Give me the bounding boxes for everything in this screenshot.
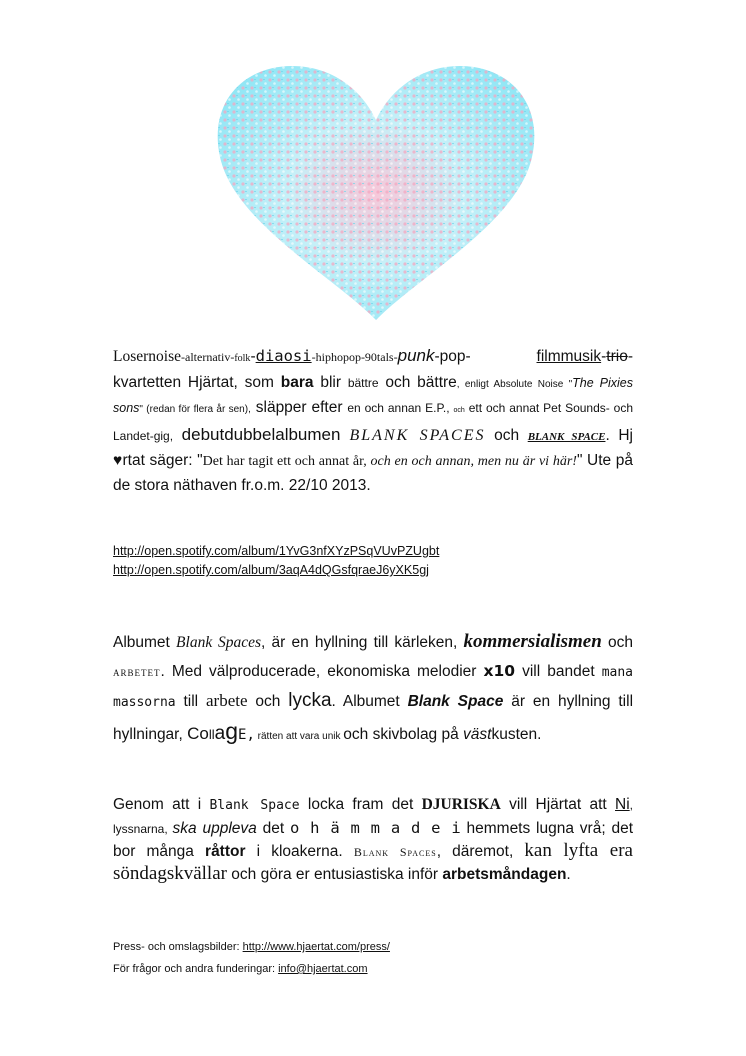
- spotify-link-2[interactable]: http://open.spotify.com/album/3aqA4dQGsfqraeJ6yXK5gj: [113, 563, 429, 577]
- footer: Press- och omslagsbilder: http://www.hjaertat.com/press/ För frågor och andra funderingar: info@hjaertat.com: [113, 941, 390, 975]
- album-paragraph: Albumet Blank Spaces, är en hyllning till kärleken, kommersialismen och arbetet. Med välproducerade, ekonomiska melodier x10 vill bandet mana massorna till arbete och lycka. Albumet Blank Space är en hyllning till hyllningar, CollagE, rätten att vara unik och skivbolag på västkusten.: [113, 631, 634, 744]
- heart-glyph-icon: ♥: [113, 452, 123, 469]
- contact-email-link[interactable]: info@hjaertat.com: [278, 963, 368, 975]
- listener-paragraph: Genom att i Blank Space locka fram det DJURISKA vill Hjärtat att Ni, lyssnarna, ska uppleva det o h ä m m a d e i hemmets lugna vrå; det bor många råttor i kloakerna. Blank Spaces, däremot, kan lyfta era söndagskvällar och göra er entusiastiska inför arbetsmåndagen.: [113, 796, 633, 884]
- press-link[interactable]: http://www.hjaertat.com/press/: [242, 941, 390, 953]
- spotify-link-1[interactable]: http://open.spotify.com/album/1YvG3nfXYzPSqVUvPZUgbt: [113, 544, 440, 558]
- heart-collage-image: [214, 62, 538, 324]
- intro-paragraph: Losernoise-alternativ-folk-diaosi-hiphopop-90tals-punk-pop- filmmusik-trio-kvartetten Hjärtat, som bara blir bättre och bättre, enligt Absolute Noise "The Pixies sons" (redan för flera år sen), släpper efter en och annan E.P., och ett och annat Pet Sounds- och Landet-gig, debutdubbelalbumen BLANK SPACES och BLANK SPACE. Hj ♥rtat säger: "Det har tagit ett och annat år, och en och annan, men nu är vi här!" Ute på de stora näthaven fr.o.m. 22/10 2013.: [113, 346, 634, 494]
- spotify-links: [113, 542, 439, 580]
